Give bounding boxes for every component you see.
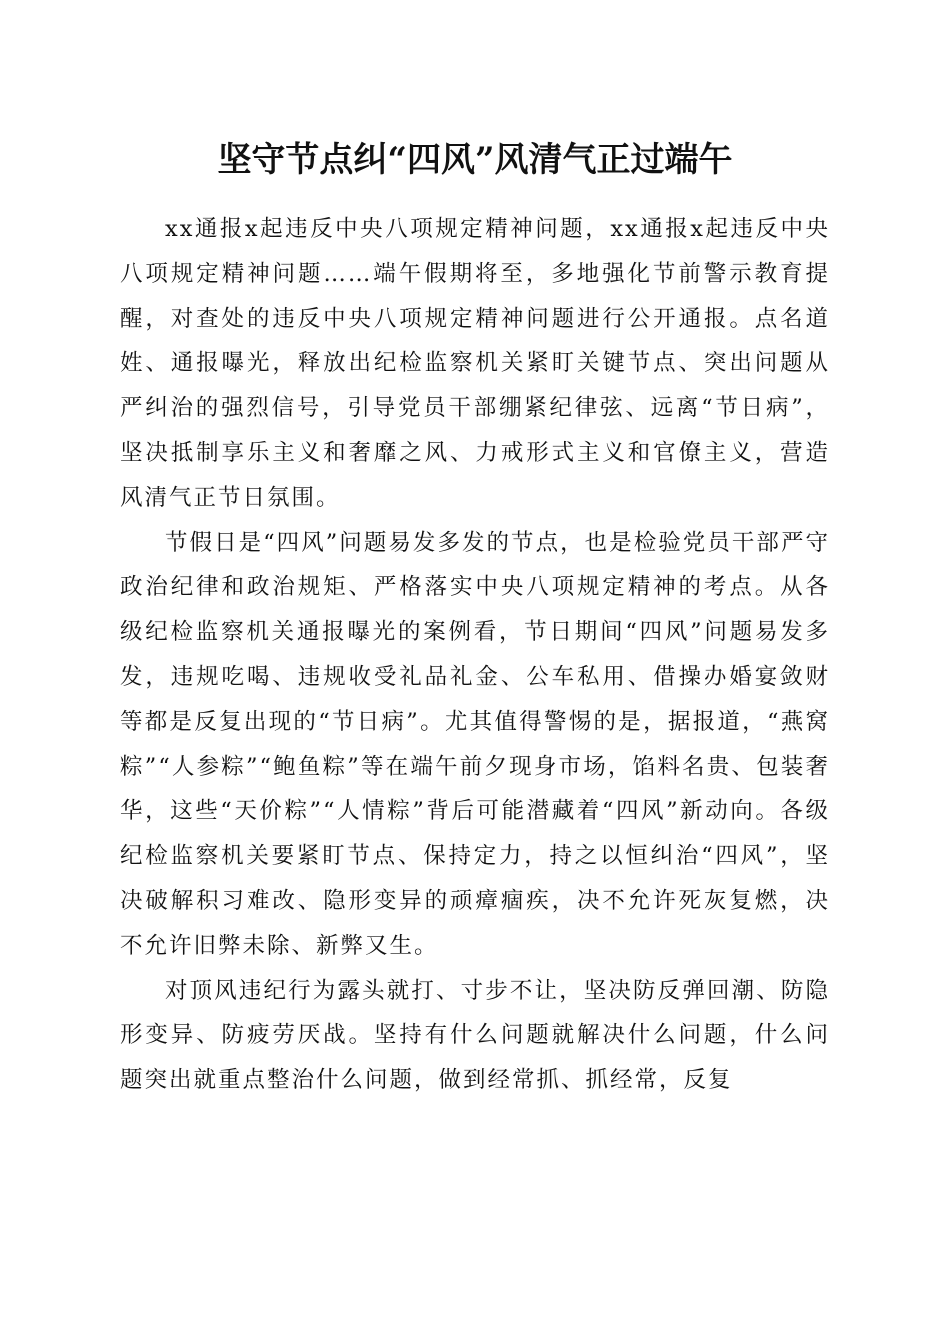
paragraph-3: 对顶风违纪行为露头就打、寸步不让，坚决防反弹回潮、防隐形变异、防疲劳厌战。坚持有什么问题就解决什么问题，什么问题突出就重点整治什么问题，做到经常抓、抓经常，反复	[120, 977, 830, 1094]
document-title: 坚守节点纠“四风”风清气正过端午	[217, 140, 733, 180]
paragraph-2: 节假日是“四风”问题易发多发的节点，也是检验党员干部严守政治纪律和政治规矩、严格落实中央八项规定精神的考点。从各级纪检监察机关通报曝光的案例看，节日期间“四风”问题易发多发，违规吃喝、违规收受礼品礼金、公车私用、借操办婚宴敛财等都是反复出现的“节日病”。尤其值得警惕的是，据报道，“燕窝粽”“人参粽”“鲍鱼粽”等在端午前夕现身市场，馅料名贵、包装奢华，这些“天价粽”“人情粽”背后可能潜藏着“四风”新动向。各级纪检监察机关要紧盯节点、保持定力，持之以恒纠治“四风”，坚决破解积习难改、隐形变异的顽瘴痼疾，决不允许死灰复燃，决不允许旧弊未除、新弊又生。	[120, 529, 830, 959]
paragraph-1: xx通报x起违反中央八项规定精神问题，xx通报x起违反中央八项规定精神问题……端午假期将至，多地强化节前警示教育提醒，对查处的违反中央八项规定精神问题进行公开通报。点名道姓、通报曝光，释放出纪检监察机关紧盯关键节点、突出问题从严纠治的强烈信号，引导党员干部绷紧纪律弦、远离“节日病”，坚决抵制享乐主义和奢靡之风、力戒形式主义和官僚主义，营造风清气正节日氛围。	[120, 216, 830, 511]
document-body	[120, 207, 830, 1103]
